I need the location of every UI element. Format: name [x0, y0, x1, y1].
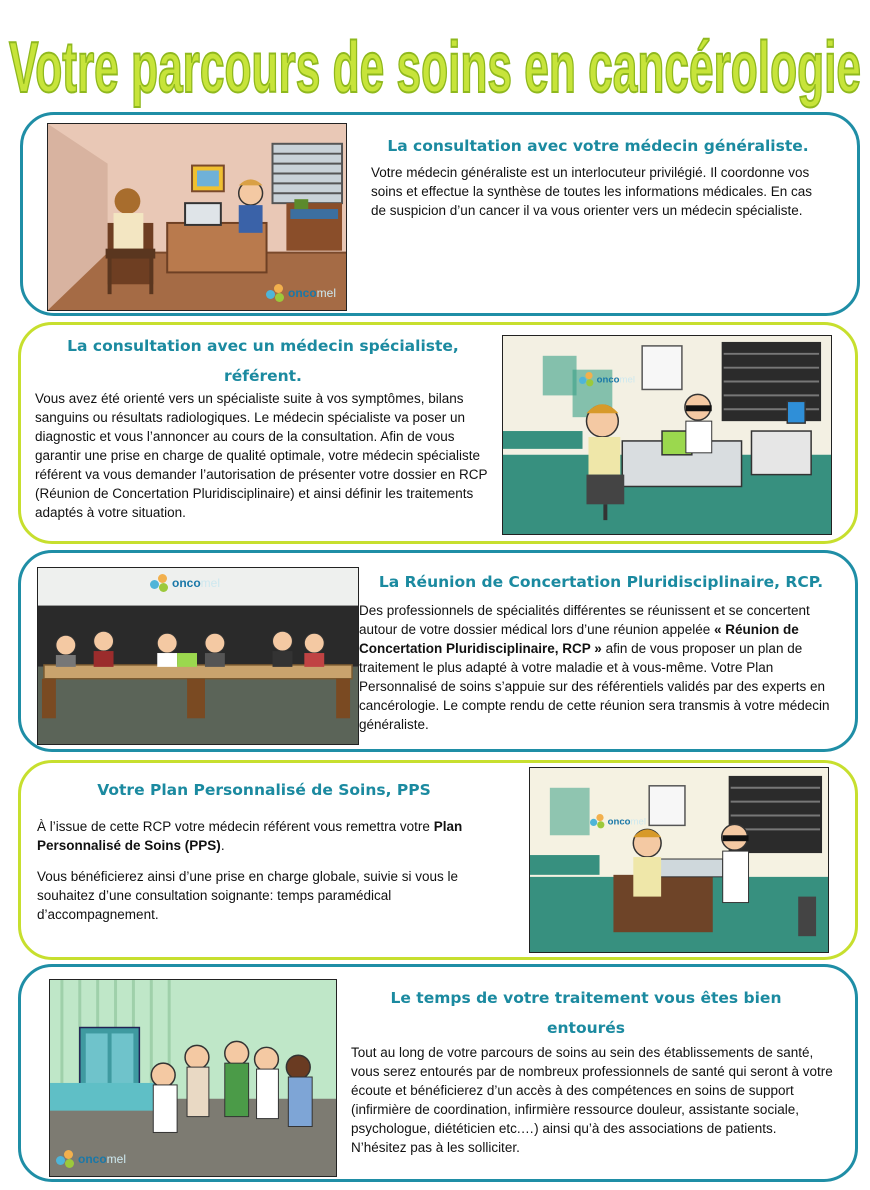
section-body-text: À l’issue de cette RCP votre médecin référent vous remettra votre	[37, 819, 430, 834]
section-pps	[18, 760, 858, 960]
section-body-bold: Plan Personnalisé de Soins (PPS)	[37, 819, 463, 853]
oncomel-logo: oncomel	[579, 372, 635, 386]
section-treatment	[18, 964, 858, 1182]
section-body-text: afin de vous proposer un plan de traitement le plus adapté à votre maladie et à vous-même. Votre Plan Personnalisé de soins s’appuie sur des référentiels validés par des experts en cancérologie. Le compte rendu de cette réunion sera transmis à votre médecin généraliste.	[359, 641, 830, 732]
illustration-plan-handover	[529, 767, 829, 953]
section-heading: Votre Plan Personnalisé de Soins, PPS	[97, 781, 431, 799]
section-body-text: Des professionnels de spécialités différentes se réunissent et se concertent autour de votre dossier médical lors d’une réunion appelée	[359, 603, 810, 637]
section-general-practitioner	[20, 112, 860, 316]
illustration-meeting	[37, 567, 359, 745]
title-text: Votre parcours de soins en cancérologie	[9, 28, 861, 108]
section-body-bold: « Réunion de Concertation Pluridisciplinaire, RCP »	[359, 622, 799, 656]
section-body: Vous bénéficierez ainsi d’une prise en charge globale, suivie si vous le souhaitez d’une consultation soignante: temps paramédical d’accompagnement.	[37, 869, 459, 922]
page-title	[0, 4, 870, 114]
section-specialist	[18, 322, 858, 544]
section-body: Vous avez été orienté vers un spécialiste suite à vos symptômes, bilans sanguins ou résultats radiologiques. Le médecin spécialiste va poser un diagnostic et vous l’annoncer au cours de la consultation. Afin de vous garantir une prise en charge de qualité optimale, votre médecin spécialiste référent va vous demander l’autorisation de présenter votre dossier en RCP (Réunion de Concertation Pluridisciplinaire) et ainsi définir les traitements adaptés à votre situation.	[35, 391, 488, 520]
section-body	[359, 601, 833, 734]
illustration-specialist-office	[502, 335, 832, 535]
section-heading: La consultation avec votre médecin généraliste.	[387, 137, 809, 155]
section-body	[37, 817, 515, 855]
oncomel-logo: oncomel	[56, 1150, 126, 1168]
section-body: Votre médecin généraliste est un interlocuteur privilégié. Il coordonne vos soins et effectue la synthèse de toutes les informations médicales. En cas de suspicion d’un cancer il va vous orienter vers un médecin spécialiste.	[371, 165, 812, 218]
illustration-doctor-office	[47, 123, 347, 311]
oncomel-logo: oncomel	[150, 574, 220, 592]
section-heading: La Réunion de Concertation Pluridisciplinaire, RCP.	[378, 573, 824, 591]
illustration-care-team	[49, 979, 337, 1177]
section-body: Tout au long de votre parcours de soins au sein des établissements de santé, vous serez entourés par de nombreux professionnels de santé qui seront à votre écoute et bénéficierez d’un accès à des compétences en soins de support (infirmière de coordination, infirmière ressource douleur, assistante sociale, psychologue, diététicien etc.…) ainsi qu’à des associations de patients. N’hésitez pas à les solliciter.	[351, 1045, 833, 1155]
oncomel-logo: oncomel	[266, 284, 336, 302]
section-heading: Le temps de votre traitement vous êtes bien entourés	[390, 989, 782, 1037]
section-body-text: .	[220, 838, 225, 853]
section-rcp	[18, 550, 858, 752]
section-heading: La consultation avec un médecin spécialiste, référent.	[67, 337, 459, 385]
oncomel-logo: oncomel	[590, 814, 646, 828]
